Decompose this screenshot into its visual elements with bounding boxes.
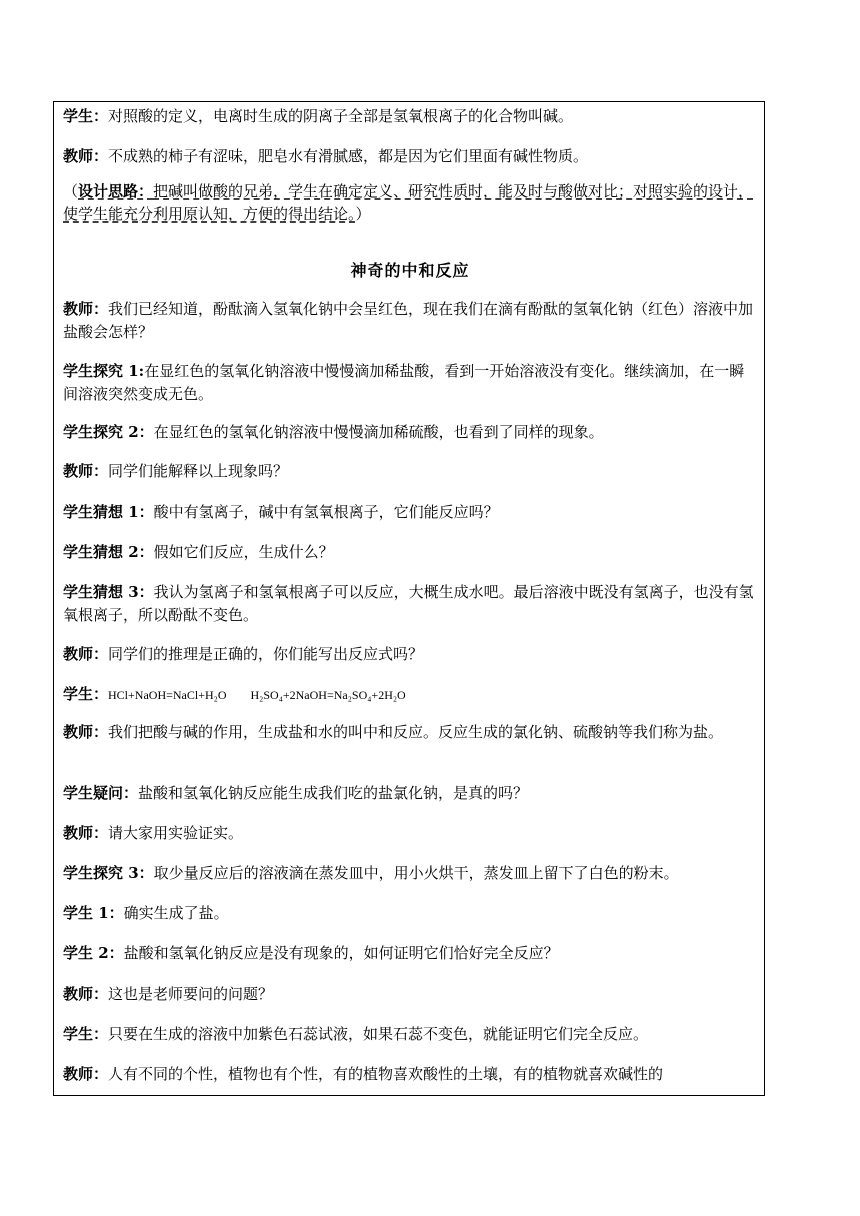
paragraph-text: 对照酸的定义，电离时生成的阴离子全部是氢氧根离子的化合物叫碱。 [108, 107, 574, 125]
paragraph-teacher-explain [63, 460, 757, 483]
speaker-label: 教师： [63, 723, 109, 741]
paragraph-teacher-neutralization [63, 721, 757, 744]
paragraph-teacher-verify [63, 822, 757, 845]
formula-hcl-naoh: HCl+NaOH=NaCl+H₂O [108, 688, 227, 702]
section-title: 神奇的中和反应 [350, 261, 470, 280]
paragraph-text: 盐酸和氢氧化钠反应是没有现象的，如何证明它们恰好完全反应？ [123, 944, 559, 962]
paragraph-text: 在显红色的氢氧化钠溶液中慢慢滴加稀硫酸，也看到了同样的现象。 [153, 423, 604, 441]
paragraph-text: 盐酸和氢氧化钠反应能生成我们吃的盐氯化钠，是真的吗？ [138, 784, 529, 802]
speaker-label: 教师： [63, 824, 109, 842]
speaker-label: 学生： [63, 1025, 109, 1043]
speaker-label: 学生疑问： [63, 784, 139, 802]
speaker-label: 学生： [63, 685, 109, 703]
paragraph-teacher-phenolphthalein [63, 298, 757, 343]
paragraph-text: 这也是老师要问的问题？ [108, 985, 274, 1003]
paragraph-student-explore-3 [63, 862, 757, 885]
speaker-label: 学生： [63, 107, 109, 125]
speaker-label: 设计思路： [78, 182, 154, 200]
paragraph-student-formulas [63, 683, 757, 707]
paragraph-text: 同学们的推理是正确的，你们能写出反应式吗？ [108, 645, 424, 663]
paragraph-student-question [63, 782, 757, 805]
speaker-label: 教师： [63, 645, 109, 663]
speaker-label: 教师： [63, 1065, 109, 1083]
paragraph-teacher-plants [63, 1063, 757, 1086]
paragraph-text: 把碱叫做酸的兄弟，学生在确定定义、研究性质时，能及时与酸做对比；对照实验的设计，使学生能充分利用原认知，方便的得出结论。 [63, 182, 754, 223]
paragraph-student-explore-1 [63, 360, 757, 405]
paragraph-text: 请大家用实验证实。 [108, 824, 244, 842]
paragraph-student-1 [63, 902, 757, 925]
paragraph-text: 确实生成了盐。 [123, 904, 229, 922]
paragraph-text: 取少量反应后的溶液滴在蒸发皿中，用小火烘干，蒸发皿上留下了白色的粉末。 [153, 864, 679, 882]
paragraph-teacher-question [63, 983, 757, 1006]
paragraph-student-explore-2 [63, 421, 757, 444]
paragraph-student-guess-3 [63, 581, 757, 626]
paragraph-teacher-equation [63, 643, 757, 666]
formula-h2so4-naoh: H₂SO₄+2NaOH=Na₂SO₄+2H₂O [250, 688, 406, 702]
paragraph-text: 我们把酸与碱的作用，生成盐和水的叫中和反应。反应生成的氯化钠、硫酸钠等我们称为盐。 [108, 723, 724, 741]
speaker-label: 学生猜想 3： [63, 583, 154, 601]
paragraph-text: 人有不同的个性，植物也有个性，有的植物喜欢酸性的土壤，有的植物就喜欢碱性的 [108, 1065, 664, 1083]
paragraph-design-idea [63, 180, 757, 225]
paragraph-student-definition [63, 105, 757, 128]
paragraph-text: 假如它们反应，生成什么？ [153, 543, 334, 561]
paragraph-text: 不成熟的柿子有涩味，肥皂水有滑腻感，都是因为它们里面有碱性物质。 [108, 147, 589, 165]
speaker-label: 学生 1： [63, 904, 124, 922]
paragraph-student-litmus [63, 1023, 757, 1046]
paragraph-text: 同学们能解释以上现象吗？ [108, 462, 289, 480]
document-table-cell [53, 101, 765, 1096]
speaker-label: 学生探究 3： [63, 864, 154, 882]
paragraph-text: 在显红色的氢氧化钠溶液中慢慢滴加稀盐酸，看到一开始溶液没有变化。继续滴加，在一瞬间溶液突然变成无色。 [63, 362, 745, 403]
paragraph-text: 我们已经知道，酚酞滴入氢氧化钠中会呈红色，现在我们在滴有酚酞的氢氧化钠（红色）溶液中加盐酸会怎样？ [63, 300, 754, 341]
paragraph-text: 酸中有氢离子，碱中有氢氧根离子，它们能反应吗？ [153, 503, 499, 521]
open-paren: （ [63, 182, 79, 200]
close-paren: ） [355, 204, 371, 223]
speaker-label: 学生猜想 2： [63, 543, 154, 561]
paragraph-text: 只要在生成的溶液中加紫色石蕊试液，如果石蕊不变色，就能证明它们完全反应。 [108, 1025, 649, 1043]
speaker-label: 教师： [63, 985, 109, 1003]
speaker-label: 学生探究 1: [63, 362, 145, 380]
paragraph-student-guess-2 [63, 541, 757, 564]
paragraph-student-2 [63, 942, 757, 965]
speaker-label: 学生 2： [63, 944, 124, 962]
speaker-label: 教师： [63, 147, 109, 165]
speaker-label: 学生探究 2： [63, 423, 154, 441]
speaker-label: 教师： [63, 462, 109, 480]
paragraph-teacher-persimmon [63, 145, 757, 168]
paragraph-student-guess-1 [63, 501, 757, 524]
speaker-label: 教师： [63, 300, 109, 318]
speaker-label: 学生猜想 1： [63, 503, 154, 521]
paragraph-text: 我认为氢离子和氢氧根离子可以反应，大概生成水吧。最后溶液中既没有氢离子，也没有氢氧根离子，所以酚酞不变色。 [63, 583, 754, 624]
